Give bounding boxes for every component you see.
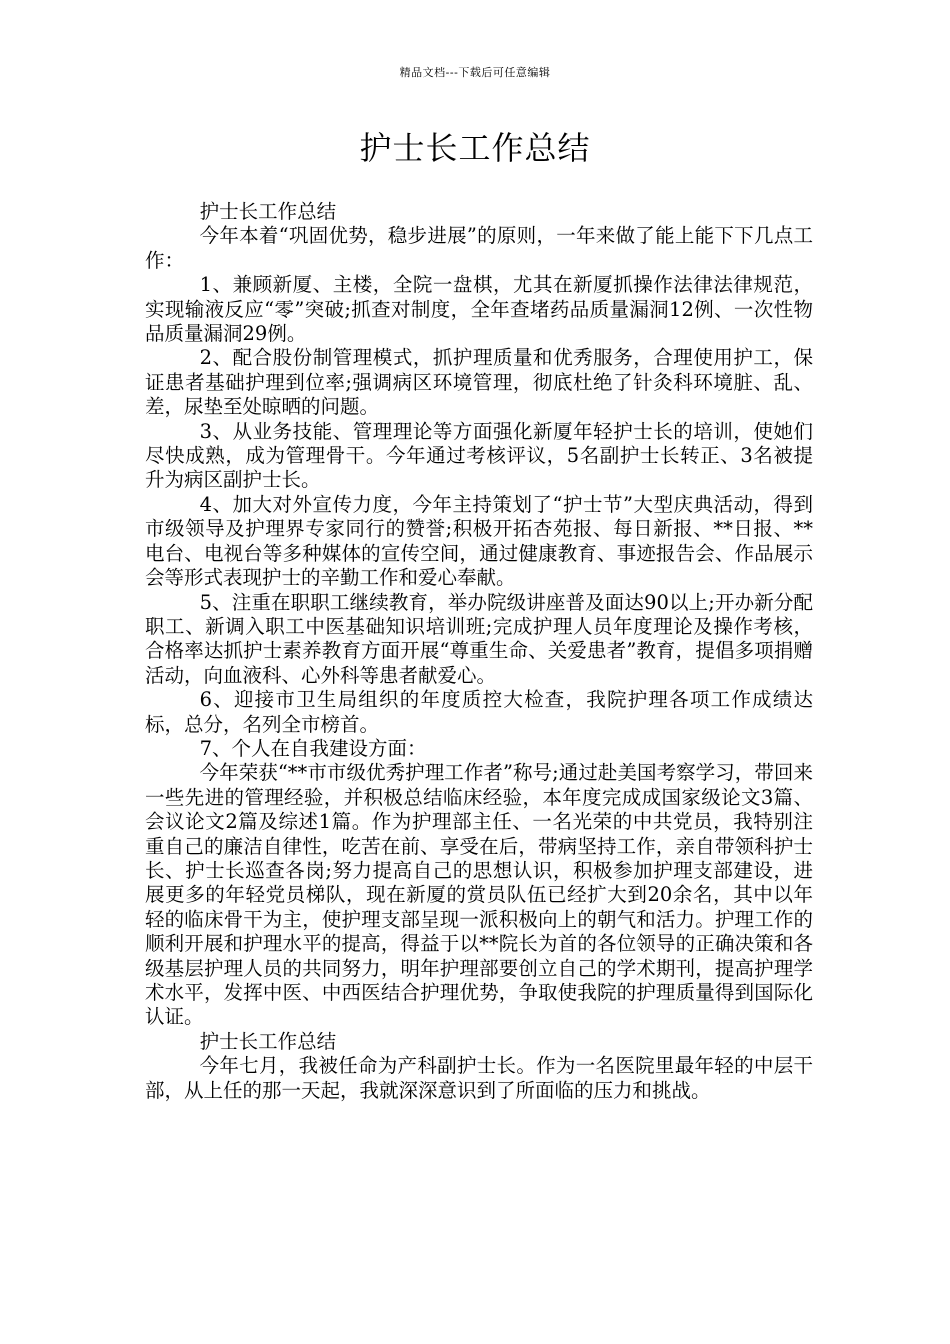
paragraph-item-1: 1、兼顾新厦、主楼，全院一盘棋，尤其在新厦抓操作法律法律规范，实现输液反应“零”突破;抓查对制度，全年查堵药品质量漏洞12例、一次性物品质量漏洞29例。 [145,273,813,346]
paragraph-item-4: 4、加大对外宣传力度，今年主持策划了“护士节”大型庆典活动，得到市级领导及护理界专家同行的赞誉;积极开拓杏苑报、每日新报、**日报、**电台、电视台等多种媒体的宣传空间，通过健康教育、事迹报告会、作品展示会等形式表现护士的辛勤工作和爱心奉献。 [145,492,813,590]
paragraph-item-3: 3、从业务技能、管理理论等方面强化新厦年轻护士长的培训，使她们尽快成熟，成为管理骨干。今年通过考核评议，5名副护士长转正、3名被提升为病区副护士长。 [145,419,813,492]
paragraph-closing: 今年七月，我被任命为产科副护士长。作为一名医院里最年轻的中层干部，从上任的那一天起，我就深深意识到了所面临的压力和挑战。 [145,1054,813,1102]
paragraph-item-2: 2、配合股份制管理模式，抓护理质量和优秀服务，合理使用护工，保证患者基础护理到位率;强调病区环境管理，彻底杜绝了针灸科环境脏、乱、差，尿垫至处晾晒的问题。 [145,346,813,419]
paragraph-item-6: 6、迎接市卫生局组织的年度质控大检查，我院护理各项工作成绩达标，总分，名列全市榜首。 [145,688,813,736]
document-body [145,200,813,1103]
paragraph-personal: 今年荣获“**市市级优秀护理工作者”称号;通过赴美国考察学习，带回来一些先进的管理经验，并积极总结临床经验，本年度完成成国家级论文3篇、会议论文2篇及综述1篇。作为护理部主任、一名光荣的中共党员，我特别注重自己的廉洁自律性，吃苦在前、享受在后，带病坚持工作，亲自带领科护士长、护士长巡查各岗;努力提高自己的思想认识，积极参加护理支部建设，进展更多的年轻党员梯队，现在新厦的赏员队伍已经扩大到20余名，其中以年轻的临床骨干为主，使护理支部呈现一派积极向上的朝气和活力。护理工作的顺利开展和护理水平的提高，得益于以**院长为首的各位领导的正确决策和各级基层护理人员的共同努力，明年护理部要创立自己的学术期刊，提高护理学术水平，发挥中医、中西医结合护理优势，争取使我院的护理质量得到国际化认证。 [145,761,813,1029]
paragraph-subtitle-2: 护士长工作总结 [199,1029,337,1053]
paragraph-subtitle: 护士长工作总结 [199,200,337,223]
document-title: 护士长工作总结 [359,129,591,167]
paragraph-item-7: 7、个人在自我建设方面： [199,736,427,760]
paragraph-intro: 今年本着“巩固优势，稳步进展”的原则，一年来做了能上能下下几点工作： [145,224,813,272]
paragraph-item-5: 5、注重在职职工继续教育，举办院级讲座普及面达90以上;开办新分配职工、新调入职工中医基础知识培训班;完成护理人员年度理论及操作考核，合格率达抓护士素养教育方面开展“尊重生命、关爱患者”教育，提倡多项捐赠活动，向血液科、心外科等患者献爱心。 [145,590,813,687]
header-note: 精品文档---下载后可任意编辑 [399,66,551,79]
